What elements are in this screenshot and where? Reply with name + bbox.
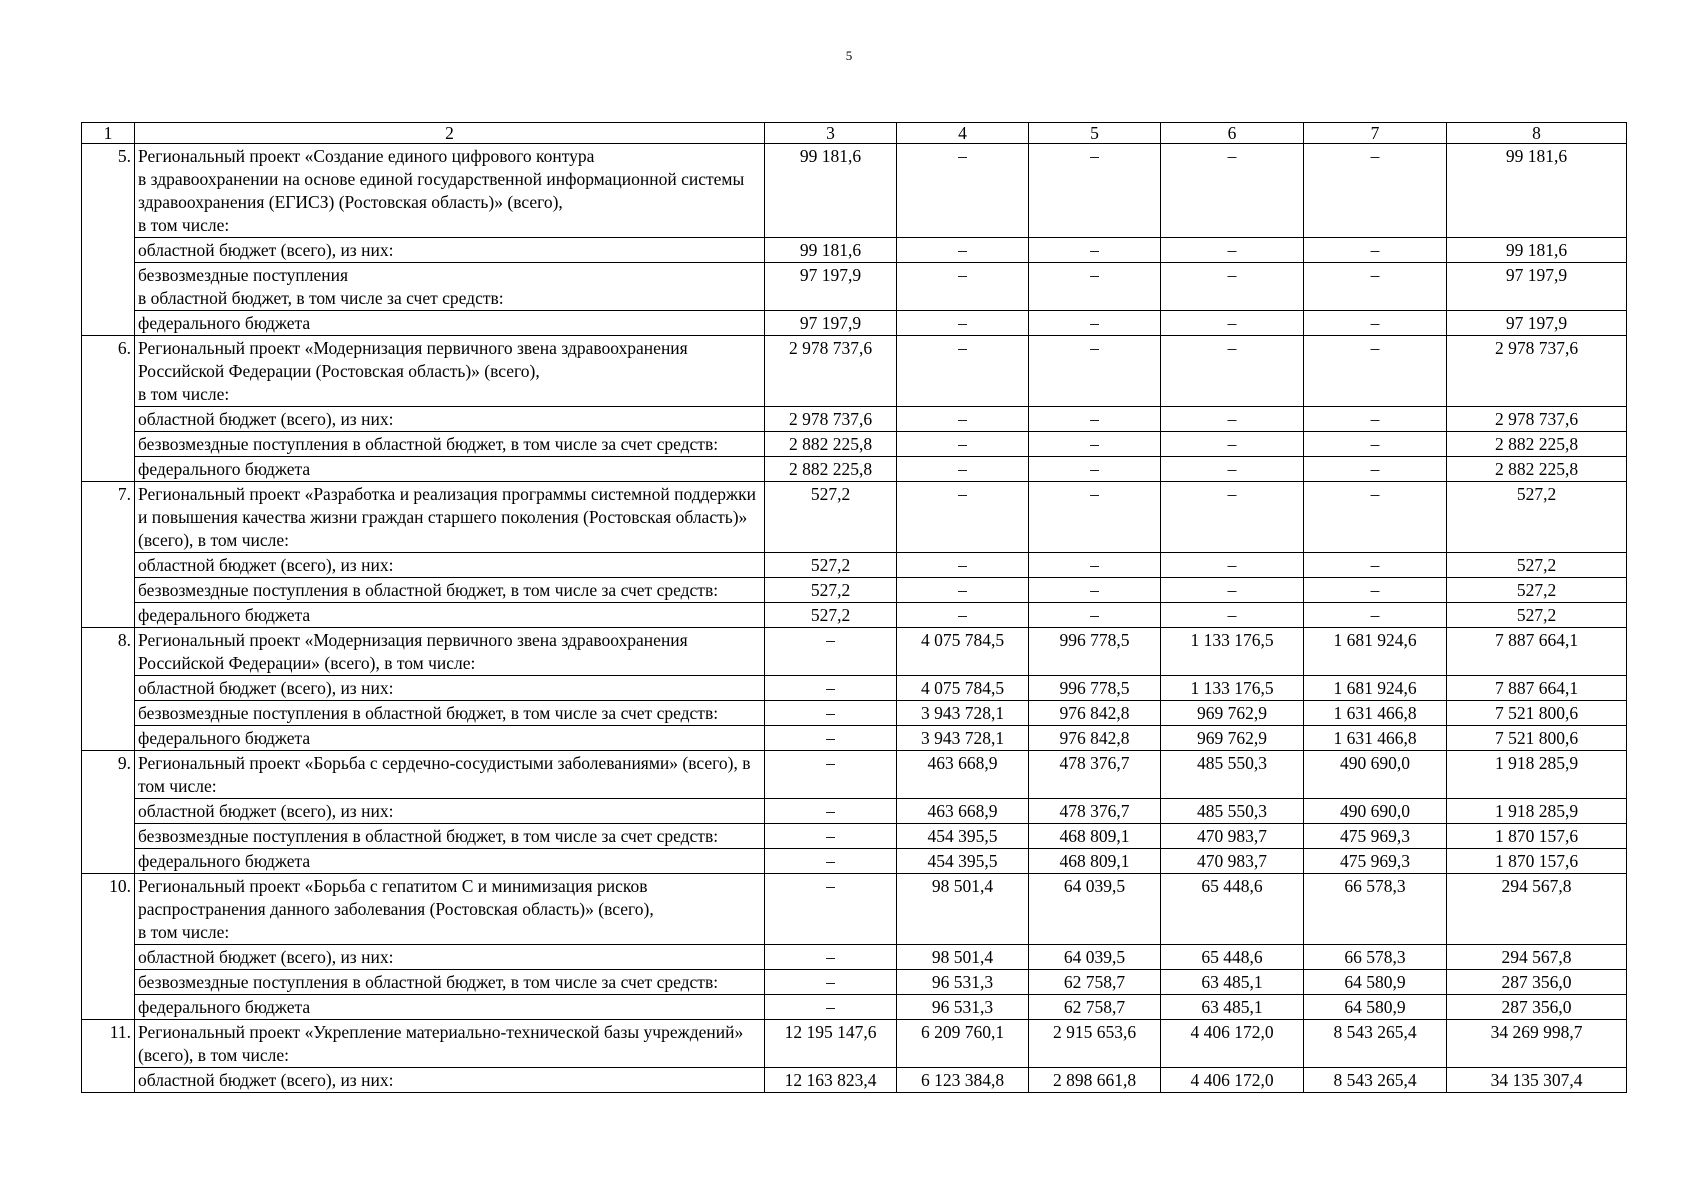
- header-cell: 7: [1304, 123, 1447, 144]
- value-cell: 63 485,1: [1161, 970, 1304, 995]
- value-cell: –: [765, 874, 897, 945]
- value-cell: –: [897, 407, 1029, 432]
- value-cell: 99 181,6: [1447, 144, 1627, 238]
- table-row: [82, 701, 1627, 726]
- value-cell: 287 356,0: [1447, 970, 1627, 995]
- row-label: областной бюджет (всего), из них:: [135, 945, 765, 970]
- value-cell: 2 915 653,6: [1029, 1020, 1161, 1068]
- value-cell: 463 668,9: [897, 799, 1029, 824]
- value-cell: 969 762,9: [1161, 726, 1304, 751]
- table-row: [82, 995, 1627, 1020]
- row-label: федерального бюджета: [135, 311, 765, 336]
- value-cell: 485 550,3: [1161, 799, 1304, 824]
- row-number: 11.: [82, 1020, 135, 1093]
- row-label: безвозмездные поступления в областной бюджет, в том числе за счет средств:: [135, 970, 765, 995]
- value-cell: –: [1029, 457, 1161, 482]
- value-cell: –: [897, 432, 1029, 457]
- value-cell: 2 978 737,6: [1447, 336, 1627, 407]
- value-cell: 1 133 176,5: [1161, 676, 1304, 701]
- value-cell: –: [1304, 144, 1447, 238]
- value-cell: –: [1304, 482, 1447, 553]
- table-row: [82, 336, 1627, 407]
- value-cell: –: [1029, 553, 1161, 578]
- value-cell: –: [897, 263, 1029, 311]
- value-cell: 98 501,4: [897, 945, 1029, 970]
- row-label: безвозмездные поступления в областной бюджет, в том числе за счет средств:: [135, 701, 765, 726]
- table-row: [82, 751, 1627, 799]
- value-cell: 1 918 285,9: [1447, 799, 1627, 824]
- header-cell: 5: [1029, 123, 1161, 144]
- row-number: 10.: [82, 874, 135, 1020]
- value-cell: 2 978 737,6: [765, 407, 897, 432]
- value-cell: 527,2: [1447, 578, 1627, 603]
- row-number: 8.: [82, 628, 135, 751]
- value-cell: 99 181,6: [765, 238, 897, 263]
- value-cell: 454 395,5: [897, 824, 1029, 849]
- value-cell: –: [1304, 263, 1447, 311]
- row-label: федерального бюджета: [135, 457, 765, 482]
- value-cell: –: [897, 603, 1029, 628]
- table-row: [82, 263, 1627, 311]
- value-cell: 64 580,9: [1304, 970, 1447, 995]
- row-label: Региональный проект «Борьба с сердечно-сосудистыми заболеваниями» (всего), в том числе:: [135, 751, 765, 799]
- value-cell: –: [1029, 238, 1161, 263]
- value-cell: –: [897, 553, 1029, 578]
- value-cell: –: [1304, 311, 1447, 336]
- value-cell: 1 681 924,6: [1304, 676, 1447, 701]
- table-row: [82, 849, 1627, 874]
- value-cell: –: [1161, 482, 1304, 553]
- value-cell: –: [765, 701, 897, 726]
- table-row: [82, 238, 1627, 263]
- value-cell: 99 181,6: [1447, 238, 1627, 263]
- value-cell: –: [1161, 432, 1304, 457]
- value-cell: –: [1029, 578, 1161, 603]
- value-cell: –: [1304, 432, 1447, 457]
- value-cell: –: [765, 995, 897, 1020]
- row-label: безвозмездные поступления в областной бюджет, в том числе за счет средств:: [135, 578, 765, 603]
- value-cell: 62 758,7: [1029, 970, 1161, 995]
- value-cell: 64 039,5: [1029, 945, 1161, 970]
- value-cell: –: [1161, 311, 1304, 336]
- value-cell: 8 543 265,4: [1304, 1068, 1447, 1093]
- row-label: безвозмездные поступления в областной бюджет, в том числе за счет средств:: [135, 824, 765, 849]
- header-cell: 8: [1447, 123, 1627, 144]
- header-cell: 4: [897, 123, 1029, 144]
- value-cell: –: [1029, 407, 1161, 432]
- value-cell: –: [765, 676, 897, 701]
- row-label: Региональный проект «Разработка и реализация программы системной поддержки и повышения качества жизни граждан старшего поколения (Ростовская область)» (всего), в том числе:: [135, 482, 765, 553]
- value-cell: 97 197,9: [765, 263, 897, 311]
- value-cell: 1 870 157,6: [1447, 849, 1627, 874]
- table-row: [82, 970, 1627, 995]
- value-cell: 63 485,1: [1161, 995, 1304, 1020]
- row-label: областной бюджет (всего), из них:: [135, 238, 765, 263]
- row-number: 6.: [82, 336, 135, 482]
- value-cell: –: [1304, 407, 1447, 432]
- value-cell: –: [897, 311, 1029, 336]
- table-row: [82, 457, 1627, 482]
- table-body: [82, 123, 1627, 1093]
- value-cell: 7 887 664,1: [1447, 676, 1627, 701]
- table-row: [82, 144, 1627, 238]
- value-cell: 65 448,6: [1161, 945, 1304, 970]
- value-cell: 2 882 225,8: [1447, 432, 1627, 457]
- value-cell: –: [1304, 457, 1447, 482]
- value-cell: 1 918 285,9: [1447, 751, 1627, 799]
- value-cell: –: [1304, 578, 1447, 603]
- value-cell: 34 269 998,7: [1447, 1020, 1627, 1068]
- value-cell: 490 690,0: [1304, 799, 1447, 824]
- value-cell: 1 681 924,6: [1304, 628, 1447, 676]
- value-cell: –: [1029, 336, 1161, 407]
- row-label: Региональный проект «Борьба с гепатитом С и минимизация рисков распространения данного заболевания (Ростовская область)» (всего), в том числе:: [135, 874, 765, 945]
- value-cell: 2 898 661,8: [1029, 1068, 1161, 1093]
- value-cell: –: [1304, 603, 1447, 628]
- value-cell: –: [1029, 311, 1161, 336]
- value-cell: 463 668,9: [897, 751, 1029, 799]
- value-cell: –: [765, 751, 897, 799]
- row-label: федерального бюджета: [135, 726, 765, 751]
- value-cell: 1 631 466,8: [1304, 726, 1447, 751]
- value-cell: 12 195 147,6: [765, 1020, 897, 1068]
- header-row: [82, 123, 1627, 144]
- value-cell: 468 809,1: [1029, 849, 1161, 874]
- value-cell: 4 406 172,0: [1161, 1068, 1304, 1093]
- value-cell: 6 123 384,8: [897, 1068, 1029, 1093]
- table-row: [82, 603, 1627, 628]
- value-cell: –: [765, 945, 897, 970]
- value-cell: –: [765, 970, 897, 995]
- value-cell: –: [1029, 144, 1161, 238]
- value-cell: 65 448,6: [1161, 874, 1304, 945]
- value-cell: 64 580,9: [1304, 995, 1447, 1020]
- value-cell: –: [765, 726, 897, 751]
- row-label: безвозмездные поступления в областной бюджет, в том числе за счет средств:: [135, 263, 765, 311]
- value-cell: 527,2: [765, 553, 897, 578]
- value-cell: –: [1161, 144, 1304, 238]
- table-row: [82, 824, 1627, 849]
- table-row: [82, 311, 1627, 336]
- table-row: [82, 578, 1627, 603]
- row-label: федерального бюджета: [135, 849, 765, 874]
- table-row: [82, 945, 1627, 970]
- value-cell: 8 543 265,4: [1304, 1020, 1447, 1068]
- value-cell: 7 521 800,6: [1447, 701, 1627, 726]
- table-row: [82, 432, 1627, 457]
- value-cell: 7 887 664,1: [1447, 628, 1627, 676]
- value-cell: 527,2: [765, 482, 897, 553]
- row-label: Региональный проект «Укрепление материально-технической базы учреждений» (всего), в том числе:: [135, 1020, 765, 1068]
- row-label: областной бюджет (всего), из них:: [135, 407, 765, 432]
- row-label: областной бюджет (всего), из них:: [135, 799, 765, 824]
- table-row: [82, 628, 1627, 676]
- row-number: 5.: [82, 144, 135, 336]
- value-cell: 478 376,7: [1029, 751, 1161, 799]
- value-cell: –: [765, 849, 897, 874]
- value-cell: 478 376,7: [1029, 799, 1161, 824]
- row-label: безвозмездные поступления в областной бюджет, в том числе за счет средств:: [135, 432, 765, 457]
- value-cell: 294 567,8: [1447, 945, 1627, 970]
- table-row: [82, 676, 1627, 701]
- value-cell: 527,2: [1447, 482, 1627, 553]
- value-cell: 97 197,9: [1447, 263, 1627, 311]
- header-cell: 2: [135, 123, 765, 144]
- value-cell: 99 181,6: [765, 144, 897, 238]
- value-cell: 2 882 225,8: [1447, 457, 1627, 482]
- value-cell: 4 406 172,0: [1161, 1020, 1304, 1068]
- value-cell: 4 075 784,5: [897, 676, 1029, 701]
- value-cell: –: [1304, 238, 1447, 263]
- row-label: областной бюджет (всего), из них:: [135, 1068, 765, 1093]
- value-cell: –: [1161, 238, 1304, 263]
- value-cell: 2 978 737,6: [1447, 407, 1627, 432]
- page-number: 5: [845, 48, 853, 63]
- value-cell: 1 133 176,5: [1161, 628, 1304, 676]
- value-cell: –: [897, 482, 1029, 553]
- budget-table: [81, 122, 1627, 1093]
- value-cell: –: [897, 457, 1029, 482]
- value-cell: 2 882 225,8: [765, 432, 897, 457]
- row-label: областной бюджет (всего), из них:: [135, 553, 765, 578]
- value-cell: 527,2: [1447, 553, 1627, 578]
- value-cell: 996 778,5: [1029, 676, 1161, 701]
- value-cell: 98 501,4: [897, 874, 1029, 945]
- row-label: Региональный проект «Модернизация первичного звена здравоохранения Российской Федерации» (всего), в том числе:: [135, 628, 765, 676]
- value-cell: 485 550,3: [1161, 751, 1304, 799]
- row-number: 7.: [82, 482, 135, 628]
- value-cell: 468 809,1: [1029, 824, 1161, 849]
- value-cell: 976 842,8: [1029, 701, 1161, 726]
- value-cell: 2 978 737,6: [765, 336, 897, 407]
- table-row: [82, 874, 1627, 945]
- value-cell: 3 943 728,1: [897, 726, 1029, 751]
- header-cell: 6: [1161, 123, 1304, 144]
- header-cell: 1: [82, 123, 135, 144]
- value-cell: –: [1161, 407, 1304, 432]
- value-cell: 490 690,0: [1304, 751, 1447, 799]
- value-cell: 475 969,3: [1304, 849, 1447, 874]
- value-cell: –: [765, 824, 897, 849]
- value-cell: –: [1161, 578, 1304, 603]
- table-row: [82, 482, 1627, 553]
- value-cell: 470 983,7: [1161, 824, 1304, 849]
- value-cell: 976 842,8: [1029, 726, 1161, 751]
- value-cell: 294 567,8: [1447, 874, 1627, 945]
- value-cell: 64 039,5: [1029, 874, 1161, 945]
- value-cell: 475 969,3: [1304, 824, 1447, 849]
- value-cell: –: [1161, 336, 1304, 407]
- value-cell: 4 075 784,5: [897, 628, 1029, 676]
- value-cell: 1 870 157,6: [1447, 824, 1627, 849]
- row-label: Региональный проект «Создание единого цифрового контура в здравоохранении на основе единой государственной информационной системы здравоохранения (ЕГИСЗ) (Ростовская область)» (всего), в том числе:: [135, 144, 765, 238]
- value-cell: –: [897, 144, 1029, 238]
- value-cell: –: [1161, 457, 1304, 482]
- header-cell: 3: [765, 123, 897, 144]
- value-cell: 969 762,9: [1161, 701, 1304, 726]
- value-cell: 66 578,3: [1304, 874, 1447, 945]
- value-cell: 3 943 728,1: [897, 701, 1029, 726]
- value-cell: –: [1161, 263, 1304, 311]
- value-cell: 12 163 823,4: [765, 1068, 897, 1093]
- row-label: областной бюджет (всего), из них:: [135, 676, 765, 701]
- table-row: [82, 726, 1627, 751]
- row-number: 9.: [82, 751, 135, 874]
- value-cell: 527,2: [1447, 603, 1627, 628]
- value-cell: 62 758,7: [1029, 995, 1161, 1020]
- table-row: [82, 799, 1627, 824]
- value-cell: 2 882 225,8: [765, 457, 897, 482]
- value-cell: –: [897, 238, 1029, 263]
- value-cell: 96 531,3: [897, 970, 1029, 995]
- row-label: федерального бюджета: [135, 995, 765, 1020]
- value-cell: 96 531,3: [897, 995, 1029, 1020]
- value-cell: –: [1304, 553, 1447, 578]
- value-cell: 97 197,9: [1447, 311, 1627, 336]
- value-cell: –: [1161, 553, 1304, 578]
- value-cell: –: [1304, 336, 1447, 407]
- value-cell: 7 521 800,6: [1447, 726, 1627, 751]
- value-cell: –: [1029, 482, 1161, 553]
- value-cell: 454 395,5: [897, 849, 1029, 874]
- value-cell: 34 135 307,4: [1447, 1068, 1627, 1093]
- row-label: федерального бюджета: [135, 603, 765, 628]
- value-cell: –: [765, 628, 897, 676]
- value-cell: 1 631 466,8: [1304, 701, 1447, 726]
- table-row: [82, 553, 1627, 578]
- value-cell: 287 356,0: [1447, 995, 1627, 1020]
- value-cell: 527,2: [765, 603, 897, 628]
- value-cell: 470 983,7: [1161, 849, 1304, 874]
- value-cell: –: [897, 336, 1029, 407]
- value-cell: 66 578,3: [1304, 945, 1447, 970]
- value-cell: –: [765, 799, 897, 824]
- value-cell: –: [1029, 263, 1161, 311]
- value-cell: 6 209 760,1: [897, 1020, 1029, 1068]
- value-cell: –: [1029, 432, 1161, 457]
- value-cell: –: [897, 578, 1029, 603]
- table-row: [82, 1068, 1627, 1093]
- value-cell: –: [1029, 603, 1161, 628]
- row-label: Региональный проект «Модернизация первичного звена здравоохранения Российской Федерации (Ростовская область)» (всего), в том числе:: [135, 336, 765, 407]
- value-cell: 996 778,5: [1029, 628, 1161, 676]
- table-row: [82, 407, 1627, 432]
- value-cell: 97 197,9: [765, 311, 897, 336]
- table-row: [82, 1020, 1627, 1068]
- value-cell: 527,2: [765, 578, 897, 603]
- value-cell: –: [1161, 603, 1304, 628]
